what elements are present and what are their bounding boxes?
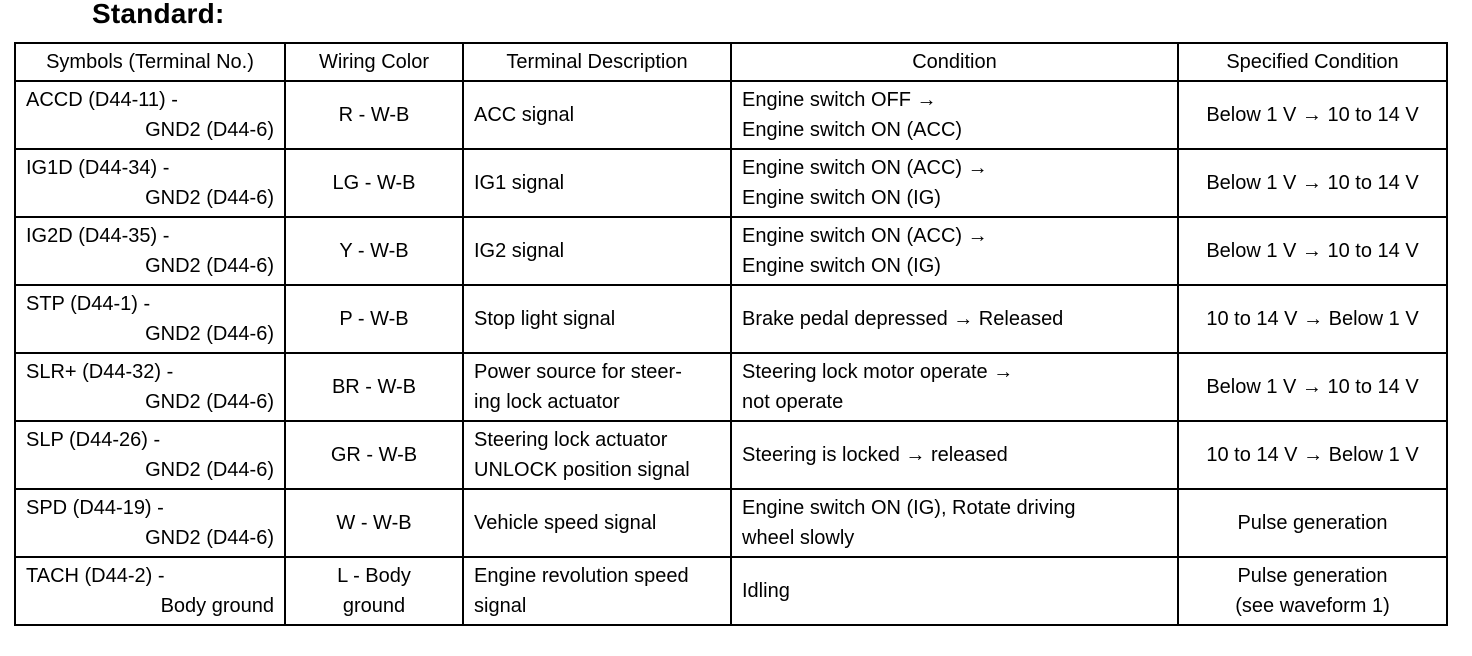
cell-text-line: Vehicle speed signal: [474, 512, 657, 534]
cell-condition: [731, 81, 1178, 149]
cell-specified-condition: [1178, 149, 1447, 217]
cell-symbol: [15, 489, 285, 557]
table-row: [15, 557, 1447, 625]
cell-symbol: [15, 557, 285, 625]
cell-text-line: Engine switch OFF →: [742, 89, 937, 111]
cell-symbol: [15, 149, 285, 217]
cell-symbol: [15, 285, 285, 353]
cell-text-line: signal: [474, 595, 527, 617]
cell-wiring-color: [285, 217, 463, 285]
cell-wiring-color: [285, 353, 463, 421]
cell-terminal-description: [463, 489, 731, 557]
cell-text-line: not operate: [742, 391, 844, 413]
cell-wiring-color: [285, 149, 463, 217]
cell-symbol: [15, 81, 285, 149]
cell-text-line: 10 to 14 V → Below 1 V: [1206, 444, 1419, 466]
cell-text-line: GND2 (D44-6): [145, 323, 274, 345]
cell-text-line: Idling: [742, 580, 790, 602]
cell-text-line: Engine switch ON (IG): [742, 187, 941, 209]
cell-text-line: SPD (D44-19) -: [26, 497, 164, 519]
cell-text-line: Steering lock motor operate →: [742, 361, 1014, 383]
cell-text-line: IG2D (D44-35) -: [26, 225, 170, 247]
cell-text-line: Engine revolution speed: [474, 565, 689, 587]
cell-terminal-description: [463, 353, 731, 421]
cell-text-line: ACCD (D44-11) -: [26, 89, 178, 111]
cell-terminal-description: [463, 149, 731, 217]
cell-text-line: SLP (D44-26) -: [26, 429, 161, 451]
cell-text-line: ACC signal: [474, 104, 575, 126]
cell-condition: [731, 557, 1178, 625]
table-row: [15, 149, 1447, 217]
cell-condition: [731, 421, 1178, 489]
cell-terminal-description: [463, 557, 731, 625]
cell-text-line: R - W-B: [338, 104, 410, 126]
cell-condition: [731, 489, 1178, 557]
table-row: [15, 489, 1447, 557]
cell-text-line: Steering is locked → released: [742, 444, 1008, 466]
cell-terminal-description: [463, 217, 731, 285]
column-header-terminal-description: Terminal Description: [463, 43, 731, 81]
cell-text-line: IG2 signal: [474, 240, 565, 262]
cell-text-line: SLR+ (D44-32) -: [26, 361, 174, 383]
cell-wiring-color: [285, 285, 463, 353]
cell-text-line: Power source for steer-: [474, 361, 682, 383]
cell-symbol: [15, 353, 285, 421]
cell-condition: [731, 217, 1178, 285]
table-row: [15, 217, 1447, 285]
cell-text-line: W - W-B: [336, 512, 412, 534]
cell-text-line: Pulse generation: [1237, 512, 1388, 534]
cell-text-line: GND2 (D44-6): [145, 459, 274, 481]
cell-specified-condition: [1178, 353, 1447, 421]
cell-text-line: Y - W-B: [339, 240, 409, 262]
cell-text-line: wheel slowly: [742, 527, 855, 549]
cell-text-line: Below 1 V → 10 to 14 V: [1206, 172, 1419, 194]
cell-text-line: Below 1 V → 10 to 14 V: [1206, 376, 1419, 398]
column-header-symbols: Symbols (Terminal No.): [15, 43, 285, 81]
table-row: [15, 285, 1447, 353]
table-row: [15, 81, 1447, 149]
cell-symbol: [15, 217, 285, 285]
table-row: [15, 421, 1447, 489]
cell-wiring-color: [285, 421, 463, 489]
cell-text-line: ground: [342, 595, 406, 617]
cell-symbol: [15, 421, 285, 489]
table-header-row: [15, 43, 1447, 81]
cell-specified-condition: [1178, 81, 1447, 149]
cell-wiring-color: [285, 81, 463, 149]
terminal-spec-table: [14, 42, 1448, 626]
cell-text-line: GND2 (D44-6): [145, 391, 274, 413]
cell-text-line: (see waveform 1): [1235, 595, 1390, 617]
cell-text-line: GND2 (D44-6): [145, 255, 274, 277]
cell-text-line: Stop light signal: [474, 308, 616, 330]
cell-condition: [731, 285, 1178, 353]
cell-text-line: 10 to 14 V → Below 1 V: [1206, 308, 1419, 330]
cell-text-line: Body ground: [160, 595, 274, 617]
cell-text-line: IG1D (D44-34) -: [26, 157, 170, 179]
cell-terminal-description: [463, 421, 731, 489]
cell-text-line: BR - W-B: [331, 376, 417, 398]
cell-text-line: Engine switch ON (ACC) →: [742, 225, 988, 247]
cell-text-line: GND2 (D44-6): [145, 119, 274, 141]
cell-specified-condition: [1178, 557, 1447, 625]
cell-condition: [731, 149, 1178, 217]
cell-condition: [731, 353, 1178, 421]
cell-text-line: Engine switch ON (IG), Rotate driving: [742, 497, 1076, 519]
cell-wiring-color: [285, 557, 463, 625]
column-header-specified-condition: Specified Condition: [1178, 43, 1447, 81]
cell-text-line: IG1 signal: [474, 172, 565, 194]
cell-text-line: P - W-B: [339, 308, 409, 330]
cell-specified-condition: [1178, 489, 1447, 557]
cell-text-line: GND2 (D44-6): [145, 187, 274, 209]
cell-specified-condition: [1178, 217, 1447, 285]
page-title: Standard:: [92, 0, 225, 29]
column-header-condition: Condition: [731, 43, 1178, 81]
cell-text-line: GR - W-B: [330, 444, 418, 466]
cell-text-line: TACH (D44-2) -: [26, 565, 165, 587]
cell-terminal-description: [463, 285, 731, 353]
table-row: [15, 353, 1447, 421]
cell-text-line: ing lock actuator: [474, 391, 620, 413]
cell-text-line: Below 1 V → 10 to 14 V: [1206, 240, 1419, 262]
cell-text-line: Below 1 V → 10 to 14 V: [1206, 104, 1419, 126]
cell-text-line: Pulse generation: [1237, 565, 1388, 587]
column-header-wiring-color: Wiring Color: [285, 43, 463, 81]
cell-text-line: Engine switch ON (ACC) →: [742, 157, 988, 179]
cell-text-line: STP (D44-1) -: [26, 293, 151, 315]
cell-text-line: Engine switch ON (IG): [742, 255, 941, 277]
cell-text-line: GND2 (D44-6): [145, 527, 274, 549]
cell-text-line: Engine switch ON (ACC): [742, 119, 963, 141]
cell-text-line: UNLOCK position signal: [474, 459, 690, 481]
cell-text-line: Steering lock actuator: [474, 429, 668, 451]
cell-text-line: Brake pedal depressed → Released: [742, 308, 1064, 330]
cell-wiring-color: [285, 489, 463, 557]
cell-specified-condition: [1178, 285, 1447, 353]
cell-text-line: LG - W-B: [332, 172, 416, 194]
cell-terminal-description: [463, 81, 731, 149]
cell-specified-condition: [1178, 421, 1447, 489]
cell-text-line: L - Body: [337, 565, 411, 587]
